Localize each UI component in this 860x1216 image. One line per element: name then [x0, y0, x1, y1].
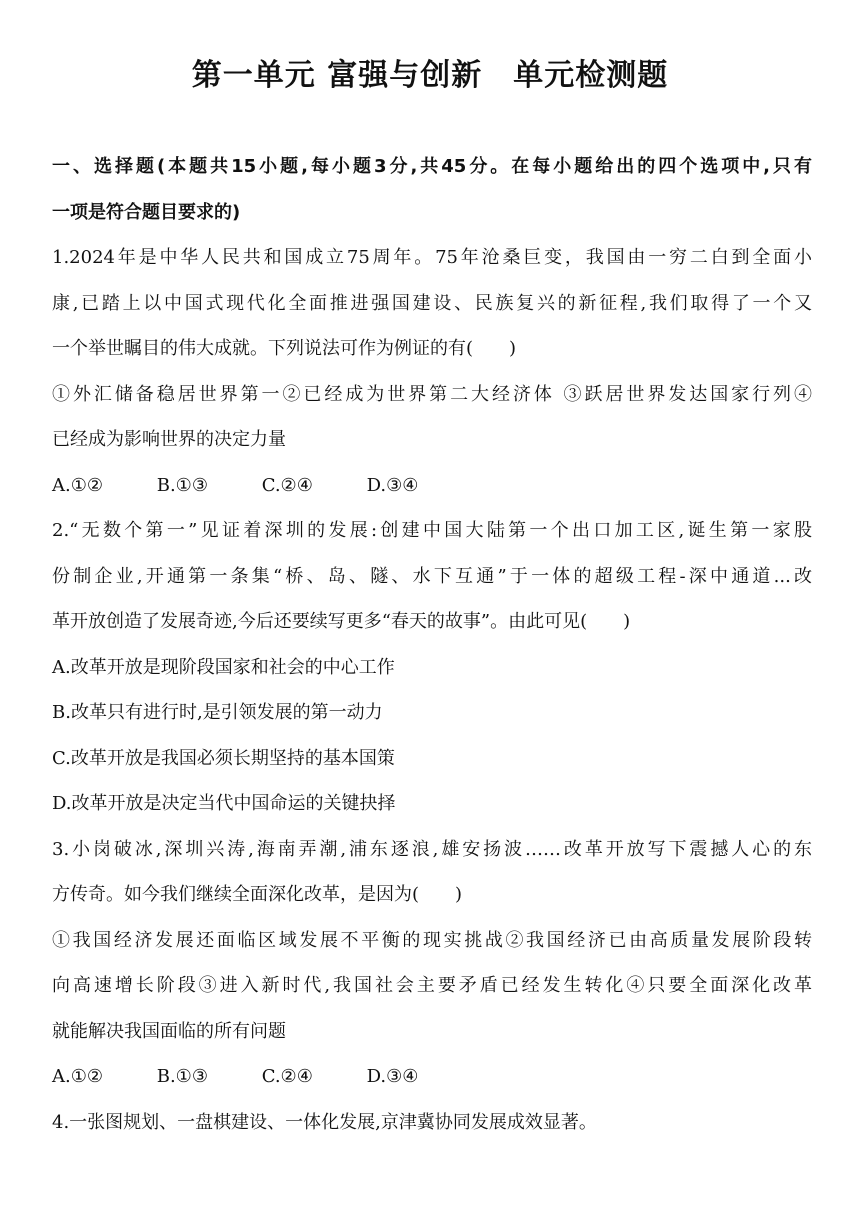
question-stem-line: 4.一张图规划、一盘棋建设、一体化发展,京津冀协同发展成效显著。 — [52, 1111, 597, 1133]
option-d: D.③④ — [366, 474, 419, 496]
statement-line: ①外汇储备稳居世界第一②已经成为世界第二大经济体 ③跃居世界发达国家行列④ — [52, 383, 812, 405]
option-a: A.改革开放是现阶段国家和社会的中心工作 — [52, 656, 395, 678]
option-c: C.②④ — [261, 1066, 313, 1087]
option-b: B.①③ — [156, 474, 208, 496]
page-title: 第一单元 富强与创新 单元检测题 — [191, 58, 669, 93]
option-c: C.②④ — [261, 474, 313, 496]
exam-content — [52, 144, 812, 1145]
option-a: A.①② — [52, 1066, 103, 1087]
question-stem-line: 2.“无数个第一”见证着深圳的发展:创建中国大陆第一个出口加工区,诞生第一家股 — [52, 520, 812, 541]
answer-options — [52, 1054, 812, 1100]
section-heading-line-2: 一项是符合题目要求的) — [52, 201, 241, 223]
statement-line: ①我国经济发展还面临区域发展不平衡的现实挑战②我国经济已由高质量发展阶段转 — [52, 929, 812, 951]
option-b: B.①③ — [156, 1066, 208, 1087]
option-d: D.改革开放是决定当代中国命运的关键抉择 — [52, 793, 396, 814]
question-stem-line: 份制企业,开通第一条集“桥、岛、隧、水下互通”于一体的超级工程-深中通道...改 — [52, 565, 812, 587]
option-b: B.改革只有进行时,是引领发展的第一动力 — [52, 702, 383, 723]
question-stem-line: 一个举世瞩目的伟大成就。下列说法可作为例证的有( ) — [52, 338, 517, 359]
question-stem-line: 革开放创造了发展奇迹,今后还要续写更多“春天的故事”。由此可见( ) — [52, 611, 631, 632]
question-1 — [52, 235, 812, 508]
question-stem-line: 1.2024年是中华人民共和国成立75周年。75年沧桑巨变，我国由一穷二白到全面小 — [52, 247, 812, 268]
statement-line: 已经成为影响世界的决定力量 — [52, 429, 286, 450]
statement-line: 就能解决我国面临的所有问题 — [52, 1020, 286, 1042]
question-3 — [52, 827, 812, 1100]
option-c: C.改革开放是我国必须长期坚持的基本国策 — [52, 747, 395, 769]
question-4 — [52, 1100, 812, 1146]
option-d: D.③④ — [366, 1066, 419, 1087]
question-stem-line: 方传奇。如今我们继续全面深化改革，是因为( ) — [52, 884, 463, 905]
option-a: A.①② — [52, 474, 103, 496]
section-heading-line-1: 一、选择题(本题共15小题,每小题3分,共45分。在每小题给出的四个选项中,只有 — [52, 156, 812, 177]
statement-line: 向高速增长阶段③进入新时代,我国社会主要矛盾已经发生转化④只要全面深化改革 — [52, 975, 812, 996]
answer-options — [52, 463, 812, 509]
question-2 — [52, 508, 812, 827]
question-stem-line: 3.小岗破冰,深圳兴涛,海南弄潮,浦东逐浪,雄安扬波……改革开放写下震撼人心的东 — [52, 838, 812, 860]
question-stem-line: 康,已踏上以中国式现代化全面推进强国建设、民族复兴的新征程,我们取得了一个又 — [52, 292, 812, 314]
